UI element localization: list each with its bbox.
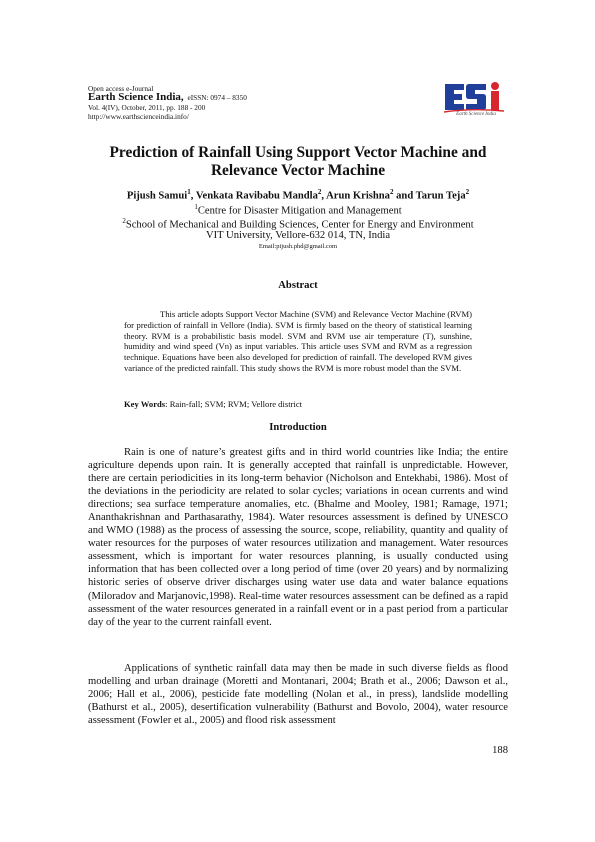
journal-name: Earth Science India, bbox=[88, 91, 184, 104]
esi-logo bbox=[442, 80, 508, 124]
abstract-heading: Abstract bbox=[278, 280, 318, 291]
author-sup: 2 bbox=[317, 188, 322, 196]
author-name: Arun Krishna bbox=[326, 190, 390, 202]
paper-title bbox=[88, 144, 508, 180]
esi-logo-graphic bbox=[442, 80, 508, 114]
introduction-heading: Introduction bbox=[269, 422, 327, 433]
journal-eissn: eISSN: 0974 – 8350 bbox=[187, 93, 247, 103]
author-email[interactable]: Email:pijush.phd@gmail.com bbox=[258, 243, 338, 250]
author-name: Tarun Teja bbox=[415, 190, 466, 202]
keywords-list: : Rain-fall; SVM; RVM; Vellore district bbox=[165, 399, 303, 409]
keywords bbox=[124, 399, 472, 409]
intro-paragraph-1: Rain is one of nature’s greatest gifts and in third world countries like India; the entire agriculture depends upon rain. It is generally accepted that rainfall is unpredictable. However, there are certain periodicities in its long-term behavior (Nicholson and Entekhabi, 1986). Most of the deviations in the periodicity are related to solar cycles; variations in ocean currents and wind directions; sea surface temperature anomalies, etc. (Bhalme and Mooley, 1981; Ramage, 1971; Ananthakrishnan and Parthasarathy, 1984). Water resources assessment is defined by UNESCO and WMO (1988) as the process of assessing the source, scope, reliability, quantity and quality of water resources for the purposes of water resources utilization and management. Water resources assessment, which is important for water resources planning, is usually conducted using information that has been collected over a long period of time (over 20 years) and by normalizing historic series of observe driver discharges using water use data and water balance equations (Miloradov and Marjanovic,1998). Real-time water resources assessment can be defined as a rapid assessment of the water resources generated in a rainfall event or in a past period from a particular day of the year to the current rainfall event. bbox=[88, 447, 508, 628]
author-sup: 1 bbox=[187, 188, 191, 196]
author-name: Venkata Ravibabu Mandla bbox=[195, 190, 318, 202]
author-sep: , bbox=[321, 190, 327, 202]
page-number: 188 bbox=[492, 745, 508, 756]
abstract-text: This article adopts Support Vector Machine (SVM) and Relevance Vector Machine (RVM) for prediction of rainfall in Vellore (India). SVM is firmly based on the theory of statistical learning theory. RVM is a probabilistic basis model. SVM and RVM use air temperature (T), sunshine, humidity and wind speed (Vn) as input variables. This article uses SVM and RVM as a regression technique. Equations have been also developed for prediction of rainfall. The developed RVM gives variance of the predicted rainfall. This study shows the RVM is more robust model than the SVM. bbox=[124, 309, 472, 373]
title-line-2: Relevance Vector Machine bbox=[210, 162, 386, 179]
affiliation-sup: 2 bbox=[122, 217, 126, 225]
logo-subtitle: Earth Science India bbox=[456, 112, 496, 117]
author-sup: 2 bbox=[389, 188, 394, 196]
affiliation-text: School of Mechanical and Building Sciences, Center for Energy and Environment bbox=[125, 219, 474, 231]
author-sep: and bbox=[393, 190, 416, 202]
title-line-1: Prediction of Rainfall Using Support Vector Machine and bbox=[109, 144, 487, 161]
author-sep: , bbox=[190, 190, 196, 202]
affiliation-address: VIT University, Vellore-632 014, TN, India bbox=[205, 230, 391, 241]
affiliation-text: Centre for Disaster Mitigation and Management bbox=[197, 205, 402, 217]
affiliation-sup: 1 bbox=[194, 203, 198, 211]
keywords-label: Key Words bbox=[124, 399, 166, 409]
author-name: Pijush Samui bbox=[126, 190, 188, 202]
journal-volume: Vol. 4(IV), October, 2011, pp. 188 - 200 bbox=[88, 102, 206, 112]
journal-url[interactable]: http://www.earthscienceindia.info/ bbox=[88, 112, 189, 122]
intro-paragraph-2: Applications of synthetic rainfall data may then be made in such diverse fields as flood modelling and urban drainage (Moretti and Montanari, 2004; Brath et al., 2006; Dawson et al., 2006; Hall et al., 2006), pesticide fate modelling (Nolan et al., in press), landslide modelling (Bathurst et al., 2005), desertification vulnerability (Bathurst and Bovolo, 2004), water resource assessment (Fowler et al., 2005) and flood risk assessment bbox=[88, 663, 508, 727]
author-sup: 2 bbox=[465, 188, 470, 196]
open-access-label: Open access e-Journal bbox=[88, 84, 154, 93]
